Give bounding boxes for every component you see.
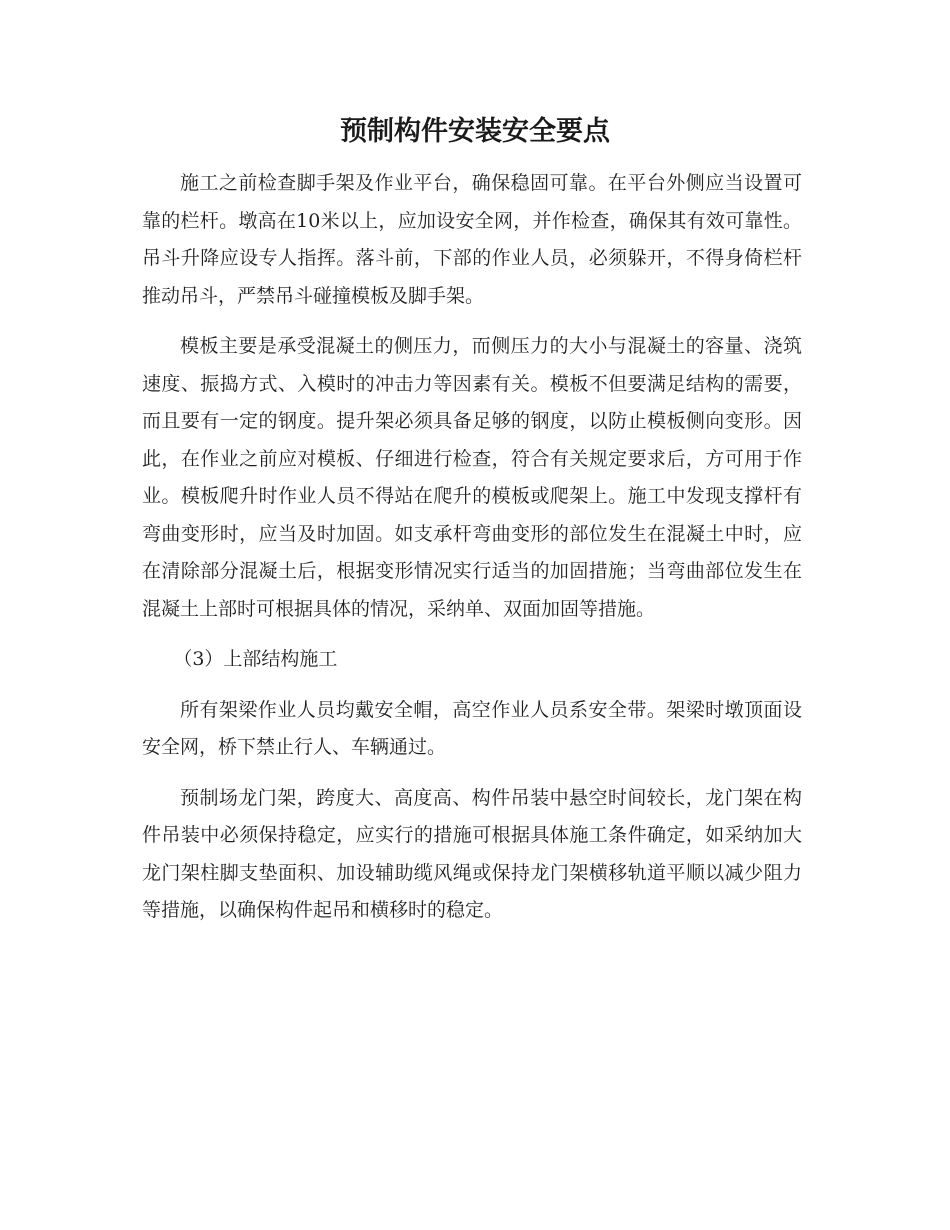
paragraph-beam-erection: 所有架梁作业人员均戴安全帽，高空作业人员系安全带。架梁时墩顶面设安全网，桥下禁止行人、车辆通过。 [142, 698, 802, 758]
section-heading-superstructure: （3）上部结构施工 [173, 648, 338, 670]
paragraph-gantry-crane: 预制场龙门架，跨度大、高度高、构件吊装中悬空时间较长，龙门架在构件吊装中必须保持稳定，应实行的措施可根据具体施工条件确定，如采纳加大龙门架柱脚支垫面积、加设辅助缆风绳或保持龙门架横移轨道平顺以减少阻力等措施，以确保构件起吊和横移时的稳定。 [142, 786, 802, 921]
document-title: 预制构件安装安全要点 [340, 116, 610, 147]
paragraph-scaffold-safety: 施工之前检查脚手架及作业平台，确保稳固可靠。在平台外侧应当设置可靠的栏杆。墩高在10米以上，应加设安全网，并作检查，确保其有效可靠性。吊斗升降应设专人指挥。落斗前，下部的作业人员，必须躲开，不得身倚栏杆推动吊斗，严禁吊斗碰撞模板及脚手架。 [142, 172, 802, 307]
paragraph-formwork: 模板主要是承受混凝土的侧压力，而侧压力的大小与混凝土的容量、浇筑速度、振捣方式、入模时的冲击力等因素有关。模板不但要满足结构的需要，而且要有一定的钢度。提升架必须具备足够的钢度，以防止模板侧向变形。因此，在作业之前应对模板、仔细进行检查，符合有关规定要求后，方可用于作业。模板爬升时作业人员不得站在爬升的模板或爬架上。施工中发现支撑杆有弯曲变形时，应当及时加固。如支承杆弯曲变形的部位发生在混凝土中时，应在清除部分混凝土后，根据变形情况实行适当的加固措施；当弯曲部位发生在混凝土上部时可根据具体的情况，采纳单、双面加固等措施。 [142, 335, 802, 620]
document-body [142, 165, 802, 943]
